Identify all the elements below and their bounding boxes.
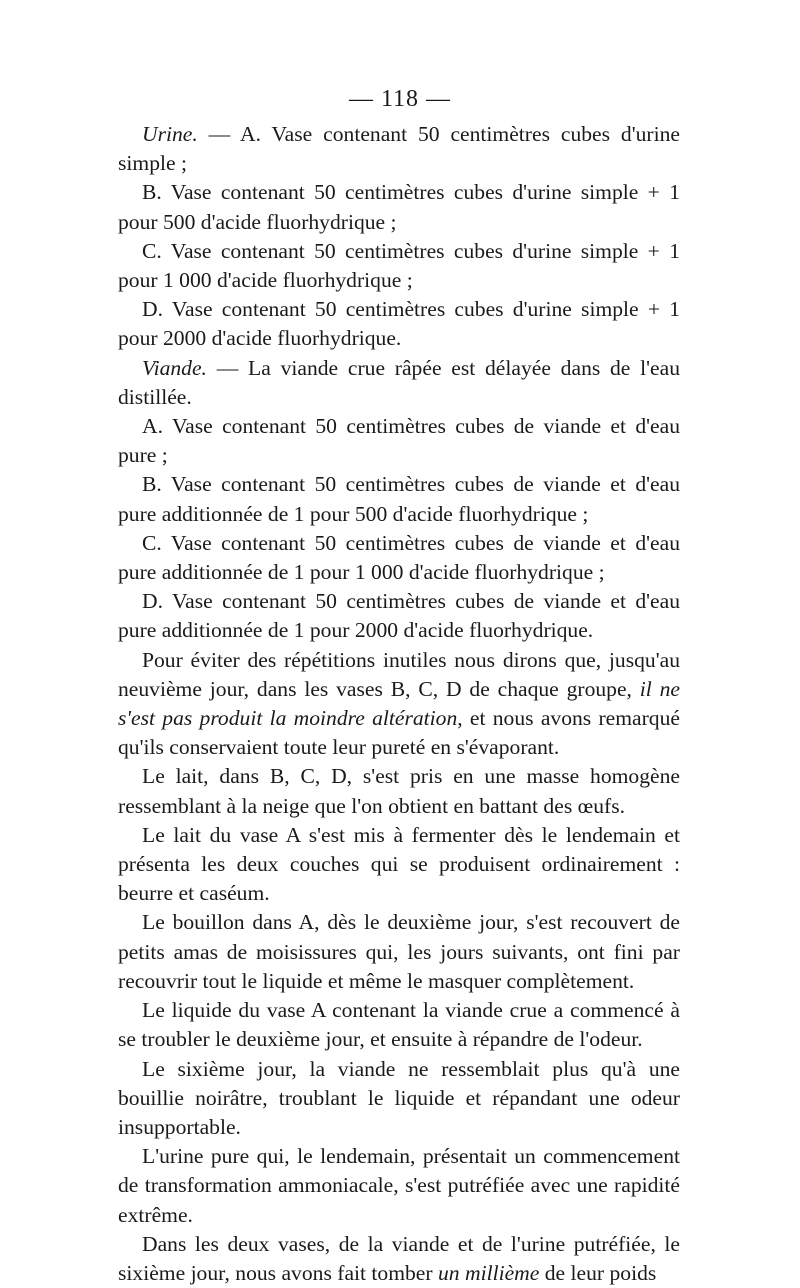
- paragraph: L'urine pure qui, le lendemain, présentait un commencement de transformation ammoniacale, s'est putréfiée avec une rapidité extrême.: [118, 1144, 680, 1227]
- paragraph-text: — La viande crue râpée est délayée dans de l'eau distillée.: [118, 355, 680, 409]
- paragraph: Le lait, dans B, C, D, s'est pris en une masse homogène ressemblant à la neige que l'on obtient en battant des œufs.: [118, 764, 680, 818]
- paragraph-urine-heading: [118, 120, 680, 178]
- paragraph: Le sixième jour, la viande ne ressemblait plus qu'à une bouillie noirâtre, troublant le liquide et répandant une odeur insupportable.: [118, 1056, 680, 1139]
- emphasis: un millième: [437, 1260, 540, 1285]
- paragraph: D. Vase contenant 50 centimètres cubes d'urine simple + 1 pour 2000 d'acide fluorhydrique.: [118, 297, 680, 351]
- paragraph-text: Pour éviter des répétitions inutiles nous dirons que, jusqu'au neuvième jour, dans les vases B, C, D de chaque groupe,: [118, 647, 680, 701]
- section-label-viande: Viande.: [142, 355, 207, 380]
- section-label-urine: Urine.: [142, 122, 198, 146]
- paragraph-text: — A. Vase contenant 50 centimètres cubes d'urine simple ;: [118, 122, 680, 176]
- paragraph: C. Vase contenant 50 centimètres cubes d'urine simple + 1 pour 1 000 d'acide fluorhydrique ;: [118, 238, 680, 293]
- paragraph-text: , et nous avons remarqué qu'ils conservaient toute leur pureté en s'évaporant.: [118, 706, 680, 760]
- paragraph-observation: [118, 646, 680, 763]
- paragraph-final: [118, 1230, 680, 1288]
- paragraph: Le liquide du vase A contenant la viande crue a commencé à se troubler le deuxième jour, et ensuite à répandre de l'odeur.: [118, 998, 680, 1052]
- paragraph: B. Vase contenant 50 centimètres cubes d'urine simple + 1 pour 500 d'acide fluorhydrique ;: [118, 180, 680, 234]
- paragraph: Le bouillon dans A, dès le deuxième jour, s'est recouvert de petits amas de moisissures qui, les jours suivants, ont fini par recouvrir tout le liquide et même le masquer complètement.: [118, 910, 680, 993]
- paragraph: B. Vase contenant 50 centimètres cubes de viande et d'eau pure additionnée de 1 pour 500 d'acide fluorhydrique ;: [118, 472, 680, 526]
- paragraph-text: de leur poids: [539, 1260, 657, 1285]
- paragraph-viande-heading: [118, 354, 680, 412]
- page-number: — 118 —: [348, 86, 452, 112]
- emphasis: il ne s'est pas produit la moindre altération: [118, 676, 680, 731]
- paragraph-text: Dans les deux vases, de la viande et de l'urine putréfiée, le sixième jour, nous avons fait tomber: [118, 1231, 680, 1285]
- paragraph: C. Vase contenant 50 centimètres cubes de viande et d'eau pure additionnée de 1 pour 1 000 d'acide fluorhydrique ;: [118, 530, 680, 585]
- paragraph: D. Vase contenant 50 centimètres cubes de viande et d'eau pure additionnée de 1 pour 2000 d'acide fluorhydrique.: [118, 589, 680, 643]
- page-body: [118, 120, 680, 1288]
- paragraph: A. Vase contenant 50 centimètres cubes de viande et d'eau pure ;: [118, 414, 680, 468]
- paragraph: Le lait du vase A s'est mis à fermenter dès le lendemain et présenta les deux couches qui se produisent ordinairement : beurre et caséum.: [118, 822, 680, 906]
